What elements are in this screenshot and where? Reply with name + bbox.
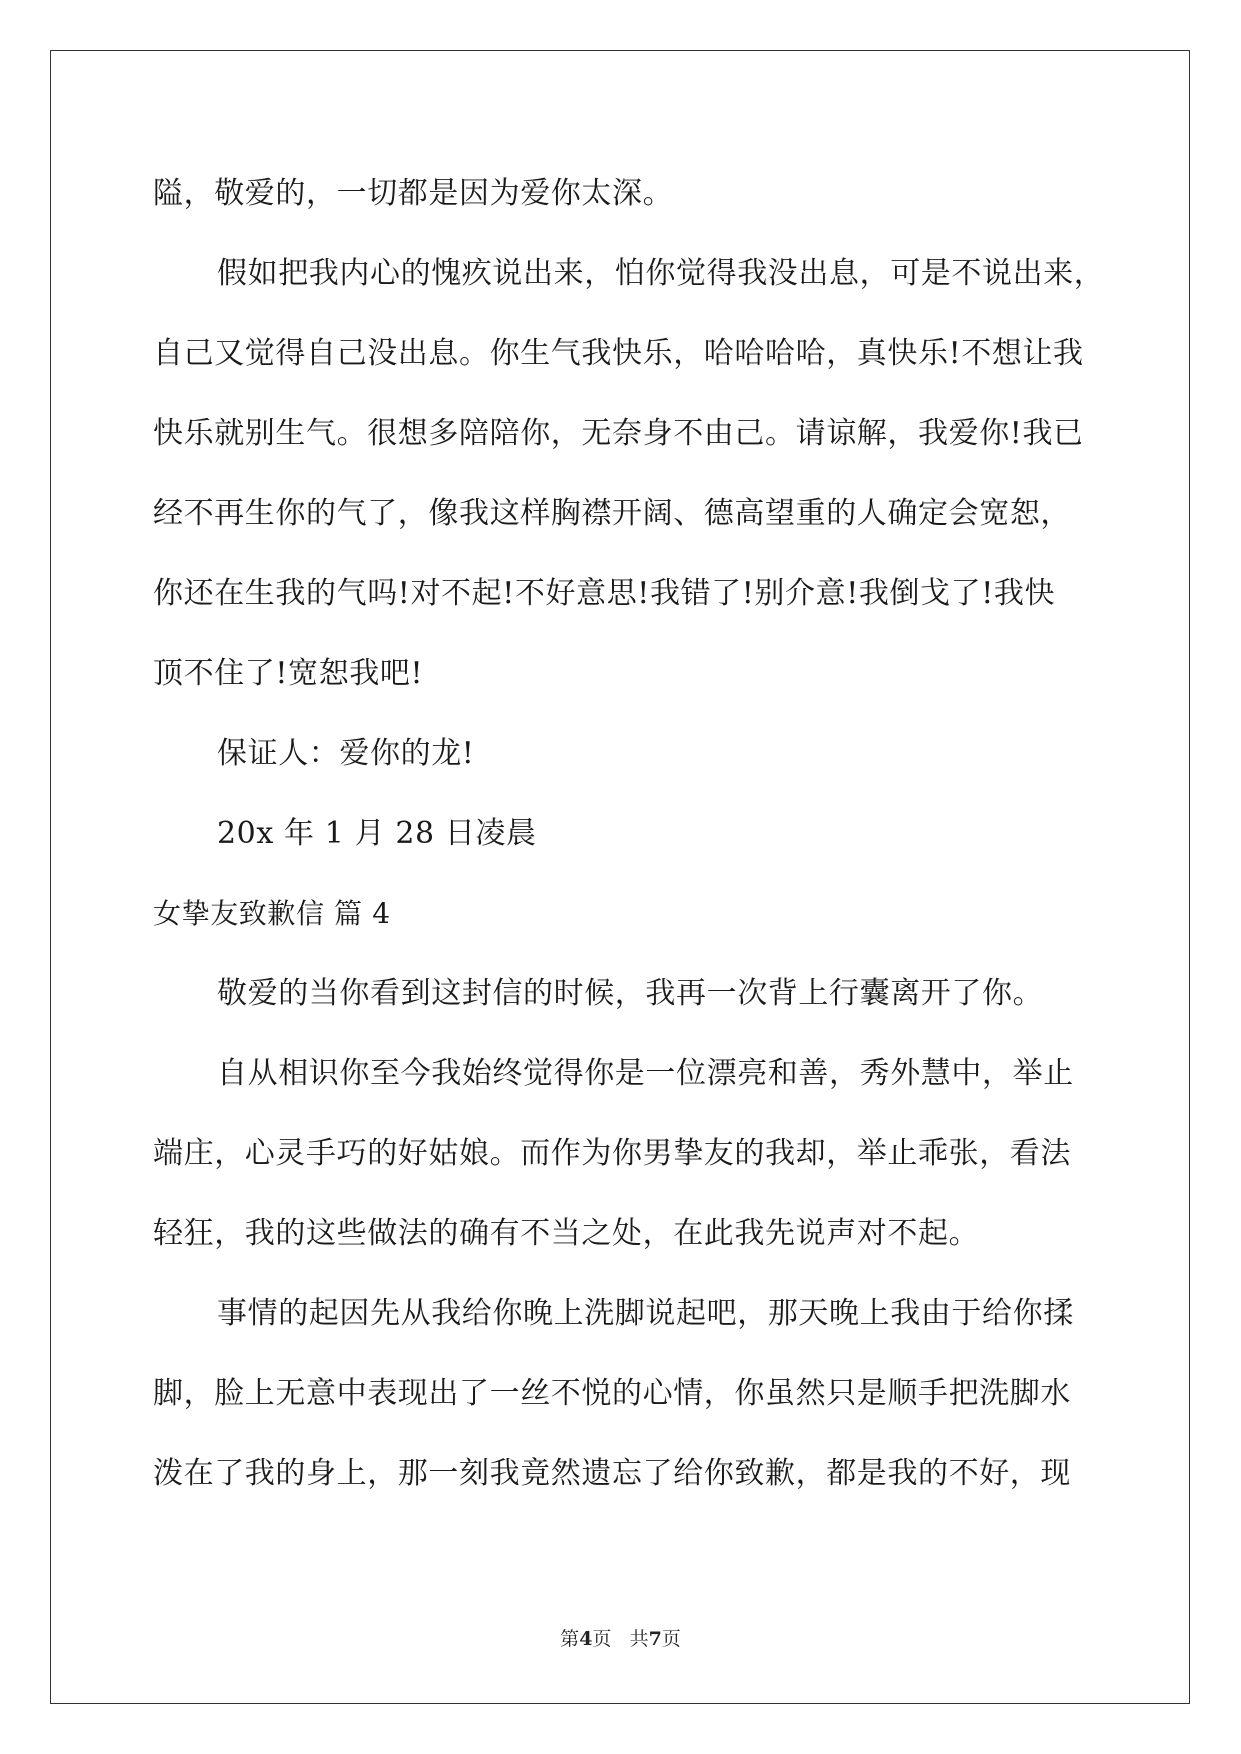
date-line: 20x 年 1 月 28 日凌晨 <box>217 816 537 851</box>
section-heading: 女挚友致歉信 篇 4 <box>153 897 391 930</box>
text-line-14: 轻狂，我的这些做法的确有不当之处，在此我先说声对不起。 <box>153 1216 980 1251</box>
text-line-17: 泼在了我的身上，那一刻我竟然遗忘了给你致歉，都是我的不好，现 <box>153 1456 1071 1491</box>
text-line-3: 自己又觉得自己没出息。你生气我快乐，哈哈哈哈，真快乐!不想让我 <box>153 336 1084 371</box>
signature-line: 保证人：爱你的龙! <box>217 736 475 771</box>
text-line-11: 敬爱的当你看到这封信的时候，我再一次背上行囊离开了你。 <box>217 976 1044 1011</box>
text-line-1: 隘，敬爱的，一切都是因为爱你太深。 <box>153 176 674 211</box>
text-line-4: 快乐就别生气。很想多陪陪你，无奈身不由己。请谅解，我爱你!我已 <box>153 416 1084 451</box>
text-line-7: 顶不住了!宽恕我吧! <box>153 656 424 691</box>
page-label-suffix: 页 <box>592 1628 612 1650</box>
total-label-prefix: 共 <box>629 1628 649 1650</box>
total-pages: 7 <box>648 1628 662 1650</box>
page-number: 4 <box>579 1628 593 1650</box>
text-line-2: 假如把我内心的愧疚说出来，怕你觉得我没出息，可是不说出来， <box>217 256 1105 291</box>
page-label-prefix: 第 <box>560 1628 580 1650</box>
text-line-16: 脚，脸上无意中表现出了一丝不悦的心情，你虽然只是顺手把洗脚水 <box>153 1376 1071 1411</box>
text-line-13: 端庄，心灵手巧的好姑娘。而作为你男挚友的我却，举止乖张，看法 <box>153 1136 1071 1171</box>
text-line-5: 经不再生你的气了，像我这样胸襟开阔、德高望重的人确定会宽恕， <box>153 496 1071 531</box>
text-line-12: 自从相识你至今我始终觉得你是一位漂亮和善，秀外慧中，举止 <box>217 1056 1074 1091</box>
text-line-15: 事情的起因先从我给你晚上洗脚说起吧，那天晚上我由于给你揉 <box>217 1296 1074 1331</box>
total-label-suffix: 页 <box>661 1628 681 1650</box>
page-footer <box>0 1626 1241 1652</box>
text-line-6: 你还在生我的气吗!对不起!不好意思!我错了!别介意!我倒戈了!我快 <box>153 576 1056 611</box>
